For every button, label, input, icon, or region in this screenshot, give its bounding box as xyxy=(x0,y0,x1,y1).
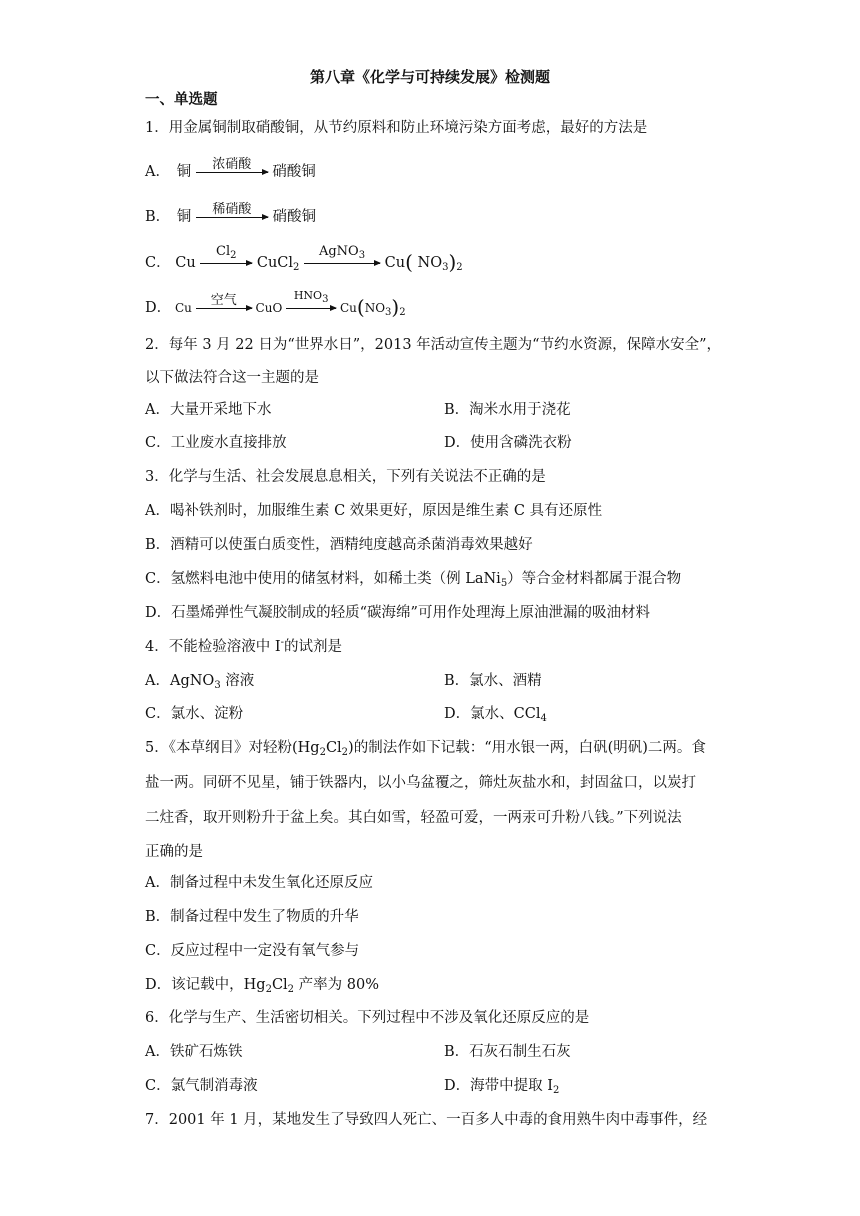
subscript: 2 xyxy=(265,984,272,995)
q3-option-c xyxy=(145,569,681,589)
subscript: 2 xyxy=(456,262,463,273)
option-text: D．海带中提取 I xyxy=(444,1078,553,1094)
stem-text: Cl xyxy=(325,740,342,756)
reactant: Cu xyxy=(174,301,192,315)
product: Cu xyxy=(339,301,357,315)
option-label: C． xyxy=(145,255,171,271)
subscript: 3 xyxy=(442,262,449,273)
question-6-stem: 6．化学与生产、生活密切相关。下列过程中不涉及氧化还原反应的是 xyxy=(145,1010,590,1026)
subscript: 2 xyxy=(287,984,295,995)
option-text: 溶液 xyxy=(220,673,255,689)
subscript: 3 xyxy=(385,307,392,318)
reactant: 铜 xyxy=(176,164,192,180)
reagent-label: Cl xyxy=(216,243,231,259)
question-5-stem-line-3: 二炷香，取开则粉升于盆上矣。其白如雪，轻盈可爱，一两汞可升粉八钱。”下列说法 xyxy=(145,810,682,826)
question-3-stem: 3．化学与生活、社会发展息息相关，下列有关说法不正确的是 xyxy=(145,469,546,485)
reagent-label: 稀硝酸 xyxy=(212,201,252,217)
q1-option-c: C． Cu $Cl_2$ CuCl$_2$ AgNO$_3$ Cu( $NO_3)_2$ xyxy=(145,243,463,274)
stem-text: 5．《本草纲目》对轻粉(Hg xyxy=(145,740,320,756)
reagent-label: HNO xyxy=(293,289,323,302)
superscript: - xyxy=(280,637,284,648)
product: Cu xyxy=(384,255,406,271)
subscript: 3 xyxy=(214,680,221,691)
reaction-arrow xyxy=(200,243,252,264)
question-2-stem-line-2: 以下做法符合这一主题的是 xyxy=(145,370,319,386)
q2-option-d: D．使用含磷洗衣粉 xyxy=(444,435,572,451)
question-7-stem: 7．2001 年 1 月，某地发生了导致四人死亡、一百多人中毒的食用熟牛肉中毒事件，经 xyxy=(145,1112,708,1128)
q6-option-d xyxy=(444,1076,559,1096)
subscript: 3 xyxy=(322,294,329,305)
q3-option-a: A．喝补铁剂时，加服维生素 C 效果更好，原因是维生素 C 具有还原性 xyxy=(145,503,603,519)
intermediate: CuCl xyxy=(256,255,294,271)
option-label: B． xyxy=(145,209,171,225)
option-text: Cl xyxy=(271,977,288,993)
subscript: 2 xyxy=(399,307,406,318)
question-2-stem-line-1: 2．每年 3 月 22 日为“世界水日”，2013 年活动宣传主题为“节约水资源，保障水安全”， xyxy=(145,337,721,353)
question-5-stem-line-4: 正确的是 xyxy=(145,844,203,860)
q5-option-a: A．制备过程中未发生氧化还原反应 xyxy=(145,875,373,891)
reactant: Cu xyxy=(175,255,196,271)
reactant: 铜 xyxy=(176,209,192,225)
subscript: 2 xyxy=(341,747,349,758)
question-1-stem: 1．用金属铜制取硝酸铜，从节约原料和防止环境污染方面考虑，最好的方法是 xyxy=(145,120,648,136)
option-text: D．氯水、CCl xyxy=(444,706,541,722)
q3-option-d: D．石墨烯弹性气凝胶制成的轻质“碳海绵”可用作处理海上原油泄漏的吸油材料 xyxy=(145,605,650,621)
q5-option-c: C．反应过程中一定没有氧气参与 xyxy=(145,943,360,959)
q2-option-a: A．大量开采地下水 xyxy=(145,402,272,418)
intermediate: CuO xyxy=(255,301,283,315)
option-text: C．氢燃料电池中使用的储氢材料，如稀土类（例 LaNi xyxy=(145,571,501,587)
subscript: 2 xyxy=(319,747,326,758)
stem-text: 4．不能检验溶液中 I xyxy=(145,639,281,655)
question-5-stem-line-1 xyxy=(145,738,706,758)
q6-option-b: B．石灰石制生石灰 xyxy=(444,1044,571,1060)
stem-text: )的制法作如下记载：“用水银一两，白矾(明矾)二两。食 xyxy=(348,740,706,756)
subscript: 2 xyxy=(552,1085,560,1096)
question-5-stem-line-2: 盐一两。同研不见星，铺于铁器内，以小乌盆覆之，筛灶灰盐水和，封固盆口，以炭打 xyxy=(145,775,696,791)
reagent-label: 空气 xyxy=(210,293,237,308)
q6-option-c: C．氯气制消毒液 xyxy=(145,1078,258,1094)
q1-option-a xyxy=(145,156,316,181)
subscript: 2 xyxy=(293,262,300,273)
q4-option-c: C．氯水、淀粉 xyxy=(145,706,244,722)
q4-option-d xyxy=(444,704,547,724)
subscript: 2 xyxy=(230,249,237,261)
reaction-arrow xyxy=(286,289,336,309)
q3-option-b: B．酒精可以使蛋白质变性，酒精纯度越高杀菌消毒效果越好 xyxy=(145,537,533,553)
product-group: NO xyxy=(364,301,386,315)
option-text: 产率为 80% xyxy=(294,977,379,993)
product: 硝酸铜 xyxy=(272,209,316,225)
section-heading: 一、单选题 xyxy=(145,91,218,108)
q5-option-b: B．制备过程中发生了物质的升华 xyxy=(145,909,359,925)
reagent-label: 浓硝酸 xyxy=(212,156,252,172)
product: 硝酸铜 xyxy=(272,164,316,180)
q2-option-c: C．工业废水直接排放 xyxy=(145,435,287,451)
q6-option-a: A．铁矿石炼铁 xyxy=(145,1044,243,1060)
option-label: A． xyxy=(145,164,170,180)
reaction-arrow xyxy=(196,201,268,218)
subscript: 3 xyxy=(358,249,366,261)
subscript: 4 xyxy=(540,713,547,724)
q4-option-a xyxy=(145,671,254,691)
option-text: ）等合金材料都属于混合物 xyxy=(507,571,682,587)
option-text: D．该记载中，Hg xyxy=(145,977,266,993)
question-4-stem xyxy=(145,637,342,657)
reaction-arrow xyxy=(196,293,252,309)
option-label: D． xyxy=(145,300,172,316)
product-group: NO xyxy=(417,255,443,271)
option-text: A．AgNO xyxy=(145,673,215,689)
reaction-arrow xyxy=(304,243,380,264)
q1-option-d: D． Cu 空气 CuO $HNO_3$ $Cu(NO_3)_2$ xyxy=(145,289,406,319)
q2-option-b: B．淘米水用于浇花 xyxy=(444,402,571,418)
subscript: 5 xyxy=(500,578,508,589)
stem-text: 的试剂是 xyxy=(283,639,342,655)
reaction-arrow xyxy=(196,156,268,173)
q5-option-d xyxy=(145,975,379,995)
page-title: 第八章《化学与可持续发展》检测题 xyxy=(309,68,550,86)
q1-option-b xyxy=(145,201,316,226)
q4-option-b: B．氯水、酒精 xyxy=(444,673,542,689)
reagent-label: AgNO xyxy=(318,243,359,259)
